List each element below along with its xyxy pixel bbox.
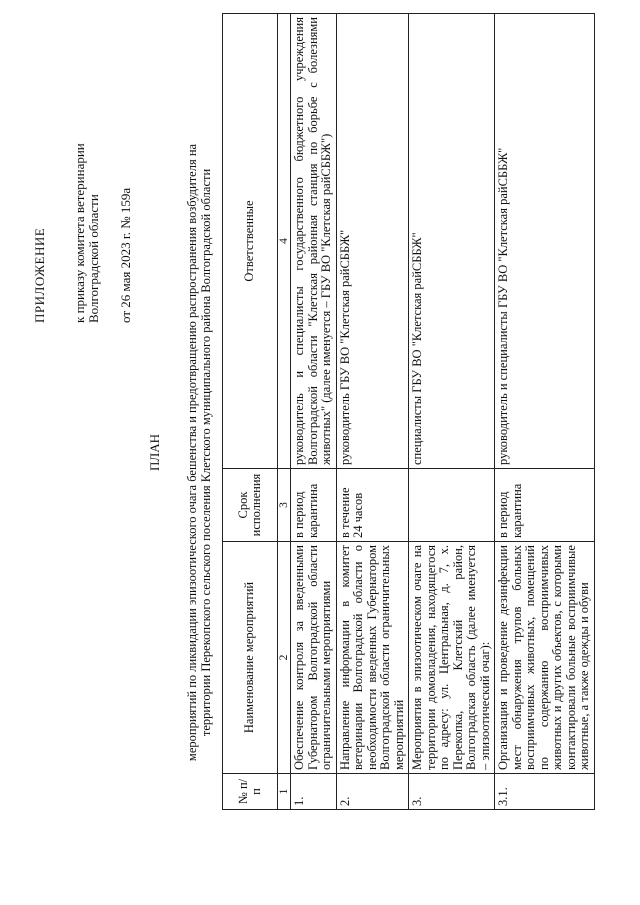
row-measure: Мероприятия в эпизоотическом очаге на территории домовладения, находящегося по адресу: ул. Центральная, д. 7, х. Перекопка, Клетский район, Волгоградская область (далее именуется – эпизоотический очаг): <box>409 542 495 774</box>
row-term: в период карантина <box>495 469 595 542</box>
appendix-block <box>33 63 133 323</box>
appendix-order-line: к приказу комитета ветеринарии <box>72 143 88 323</box>
table-header-row <box>223 14 278 810</box>
column-number: 4 <box>278 14 291 469</box>
table-row <box>336 14 409 810</box>
row-term: в период карантина <box>291 469 337 542</box>
header-name: Наименование мероприятий <box>223 542 278 774</box>
header-term: Срок исполнения <box>223 469 278 542</box>
appendix-region-line: Волгоградской области <box>86 194 102 323</box>
row-responsible: специалисты ГБУ ВО "Клетская райСББЖ" <box>409 14 495 469</box>
plan-title: ПЛАН <box>147 434 162 471</box>
row-number: 2. <box>336 774 409 810</box>
plan-subtitle: мероприятий по ликвидации эпизоотического очага бешенства и предотвращению распространения возбудителя на территории Перекопского сельского поселения Клетского муниципального района Волгоградской области <box>185 143 213 762</box>
column-number: 1 <box>278 774 291 810</box>
measures-table <box>222 13 595 810</box>
row-measure: Обеспечение контроля за введенными Губернатором Волгоградской области ограничительными мероприятиями <box>291 542 337 774</box>
row-measure: Организация и проведение дезинфекции мест обнаружения трупов больных восприимчивых животных, помещений по содержанию восприимчивых животных и других объектов, с которыми контактировали больные восприимчивые животные, а также одежды и обуви <box>495 542 595 774</box>
row-term <box>409 469 495 542</box>
appendix-title: ПРИЛОЖЕНИЕ <box>32 227 47 323</box>
row-responsible: руководитель и специалисты ГБУ ВО "Клетская райСББЖ" <box>495 14 595 469</box>
row-number: 3.1. <box>495 774 595 810</box>
header-number: № п/п <box>223 774 278 810</box>
row-responsible: руководитель ГБУ ВО "Клетская райСББЖ" <box>336 14 409 469</box>
row-responsible: руководитель и специалисты государственного бюджетного учреждения Волгоградской области "Клетская районная станция по борьбе с болезнями животных" (далее именуется – ГБУ ВО "Клетская райСББЖ") <box>291 14 337 469</box>
table-row <box>495 14 595 810</box>
row-term: в течение 24 часов <box>336 469 409 542</box>
row-measure: Направление информации в комитет ветеринарии Волгоградской области о необходимости введенных Губернатором Волгоградской области ограничительных мероприятий <box>336 542 409 774</box>
column-number-row <box>278 14 291 810</box>
table-row <box>409 14 495 810</box>
header-responsible: Ответственные <box>223 14 278 469</box>
row-number: 3. <box>409 774 495 810</box>
column-number: 2 <box>278 542 291 774</box>
column-number: 3 <box>278 469 291 542</box>
appendix-date: от 26 мая 2023 г. № 159а <box>118 187 134 323</box>
table-row <box>291 14 337 810</box>
row-number: 1. <box>291 774 337 810</box>
